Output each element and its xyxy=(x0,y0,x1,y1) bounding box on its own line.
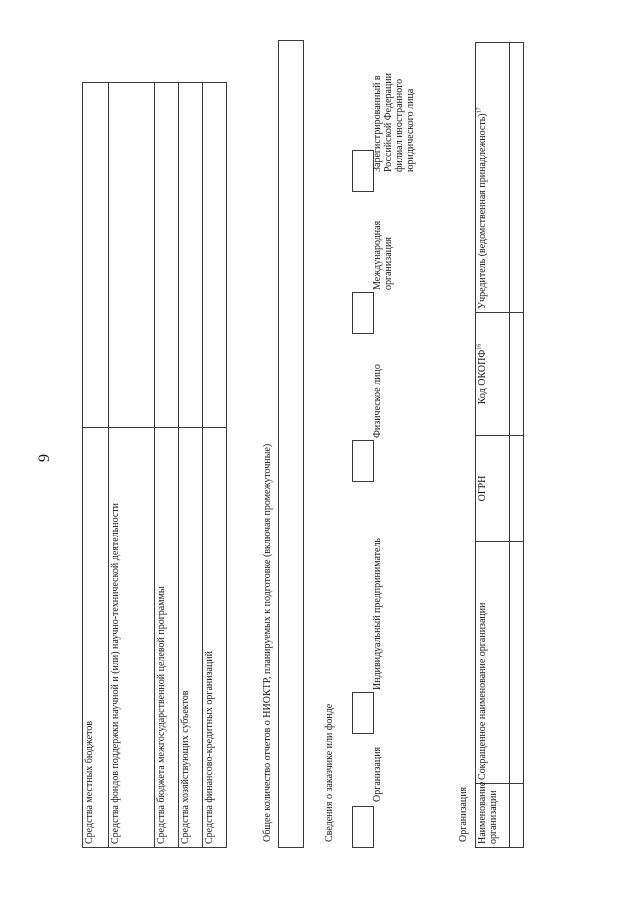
budget-row-label: Средства фондов поддержки научной и (или) научно-технической деятельности xyxy=(109,428,155,848)
org-cell[interactable] xyxy=(510,43,524,313)
budget-row-value[interactable] xyxy=(109,83,155,428)
org-header-okopf-text: Код ОКОПФ xyxy=(477,349,488,405)
organization-checkbox[interactable] xyxy=(352,806,374,848)
org-header-ogrn: ОГРН xyxy=(476,436,510,542)
budget-row-value[interactable] xyxy=(155,83,179,428)
table-row xyxy=(203,83,227,848)
foreign-branch-label: Зарегистрированный в Российской Федерации филиал иностранного юридического лица xyxy=(372,72,416,172)
budget-row-value[interactable] xyxy=(203,83,227,428)
page-number: 9 xyxy=(36,454,53,462)
customer-section-title: Сведения о заказчике или фонде xyxy=(324,703,335,842)
org-header-founder-text: Учредитель (ведомственная принадлежность) xyxy=(477,113,488,309)
entrepreneur-checkbox[interactable] xyxy=(352,692,374,734)
org-header-founder xyxy=(476,43,510,313)
footnote-17: 17 xyxy=(476,107,483,114)
org-header-short-name: Сокращенное наименование организации xyxy=(476,542,510,784)
foreign-branch-checkbox[interactable] xyxy=(352,150,374,192)
table-row xyxy=(476,43,510,848)
org-section-title: Организация xyxy=(458,786,469,842)
budget-row-label: Средства финансово-кредитных организаций xyxy=(203,428,227,848)
organization-label: Организация xyxy=(372,746,383,802)
org-cell[interactable] xyxy=(510,542,524,784)
entrepreneur-label: Индивидуальный предприниматель xyxy=(372,538,383,690)
budget-row-label: Средства хозяйствующих субъектов xyxy=(179,428,203,848)
budget-row-value[interactable] xyxy=(83,83,109,428)
organization-table xyxy=(475,42,524,848)
individual-checkbox[interactable] xyxy=(352,440,374,482)
org-header-okopf xyxy=(476,313,510,436)
org-cell[interactable] xyxy=(510,784,524,848)
table-row xyxy=(83,83,109,848)
reports-count-field[interactable] xyxy=(278,40,304,848)
table-row xyxy=(510,43,524,848)
international-checkbox[interactable] xyxy=(352,292,374,334)
international-label: Международная организация xyxy=(372,220,394,290)
table-row xyxy=(179,83,203,848)
table-row xyxy=(109,83,155,848)
budget-row-label: Средства бюджета межгосударственной целевой программы xyxy=(155,428,179,848)
budget-sources-table xyxy=(82,82,227,848)
org-cell[interactable] xyxy=(510,313,524,436)
individual-label: Физическое лицо xyxy=(372,364,383,438)
table-row xyxy=(155,83,179,848)
reports-count-label: Общее количество отчетов о НИОКТР, планируемых к подготовке (включая промежуточные) xyxy=(262,443,273,842)
footnote-16: 16 xyxy=(476,343,483,350)
budget-row-label: Средства местных бюджетов xyxy=(83,428,109,848)
budget-row-value[interactable] xyxy=(179,83,203,428)
org-cell[interactable] xyxy=(510,436,524,542)
org-header-name: Наименование организации xyxy=(476,784,510,848)
